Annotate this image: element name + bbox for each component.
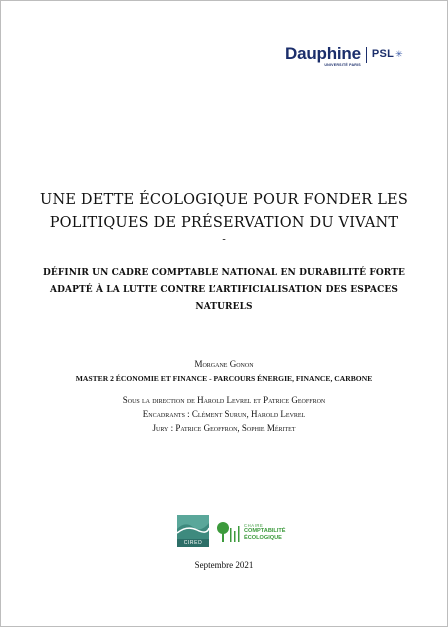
- dauphine-logo-text: Dauphine: [285, 44, 361, 63]
- chaire-label: CHAIRE: [244, 522, 264, 528]
- cired-logo-text: CIRED: [177, 539, 209, 547]
- title-line-2: POLITIQUES DE PRÉSERVATION DU VIVANT: [49, 215, 399, 231]
- title-line-1: UNE DETTE ÉCOLOGIQUE POUR FONDER LES: [40, 192, 408, 208]
- master-program: MASTER 2 ÉCONOMIE ET FINANCE - PARCOURS ÉNERGIE, FINANCE, CARBONE: [75, 374, 373, 383]
- supervision: Sous la direction de Harold Levrel et Patrice Geoffron: [122, 395, 326, 405]
- psl-logo-text: PSL: [371, 48, 395, 60]
- cired-wave-icon: [177, 515, 209, 539]
- thesis-title: [1, 189, 447, 235]
- dauphine-psl-logo: [285, 45, 403, 71]
- chaire-comptabilite-text: COMPTABILITÉ: [244, 527, 286, 534]
- psl-star-icon: ✳: [395, 49, 403, 59]
- tree-icon: [214, 520, 240, 544]
- title-dash: -: [222, 234, 226, 245]
- chaire-ecologique-text: ÉCOLOGIQUE: [244, 534, 282, 541]
- subtitle-line-1: DÉFINIR UN CADRE COMPTABLE NATIONAL EN DURABILITÉ FORTE: [43, 268, 405, 278]
- dauphine-logo-subtext: UNIVERSITÉ PARIS: [324, 63, 361, 67]
- thesis-subtitle: [1, 265, 447, 316]
- publication-date: Septembre 2021: [194, 560, 254, 570]
- cired-logo: [177, 515, 209, 547]
- logo-separator: [366, 47, 367, 63]
- chaire-comptabilite-logo: [214, 519, 286, 545]
- subtitle-line-3: NATURELS: [195, 302, 253, 312]
- subtitle-line-2: ADAPTÉ À LA LUTTE CONTRE L’ARTIFICIALISATION DES ESPACES: [50, 285, 398, 295]
- supervisors: Encadrants : Clément Surun, Harold Levrel: [142, 409, 306, 419]
- jury: Jury : Patrice Geoffron, Sophie Méritet: [152, 423, 296, 433]
- author-name: Morgane Gonon: [194, 359, 254, 369]
